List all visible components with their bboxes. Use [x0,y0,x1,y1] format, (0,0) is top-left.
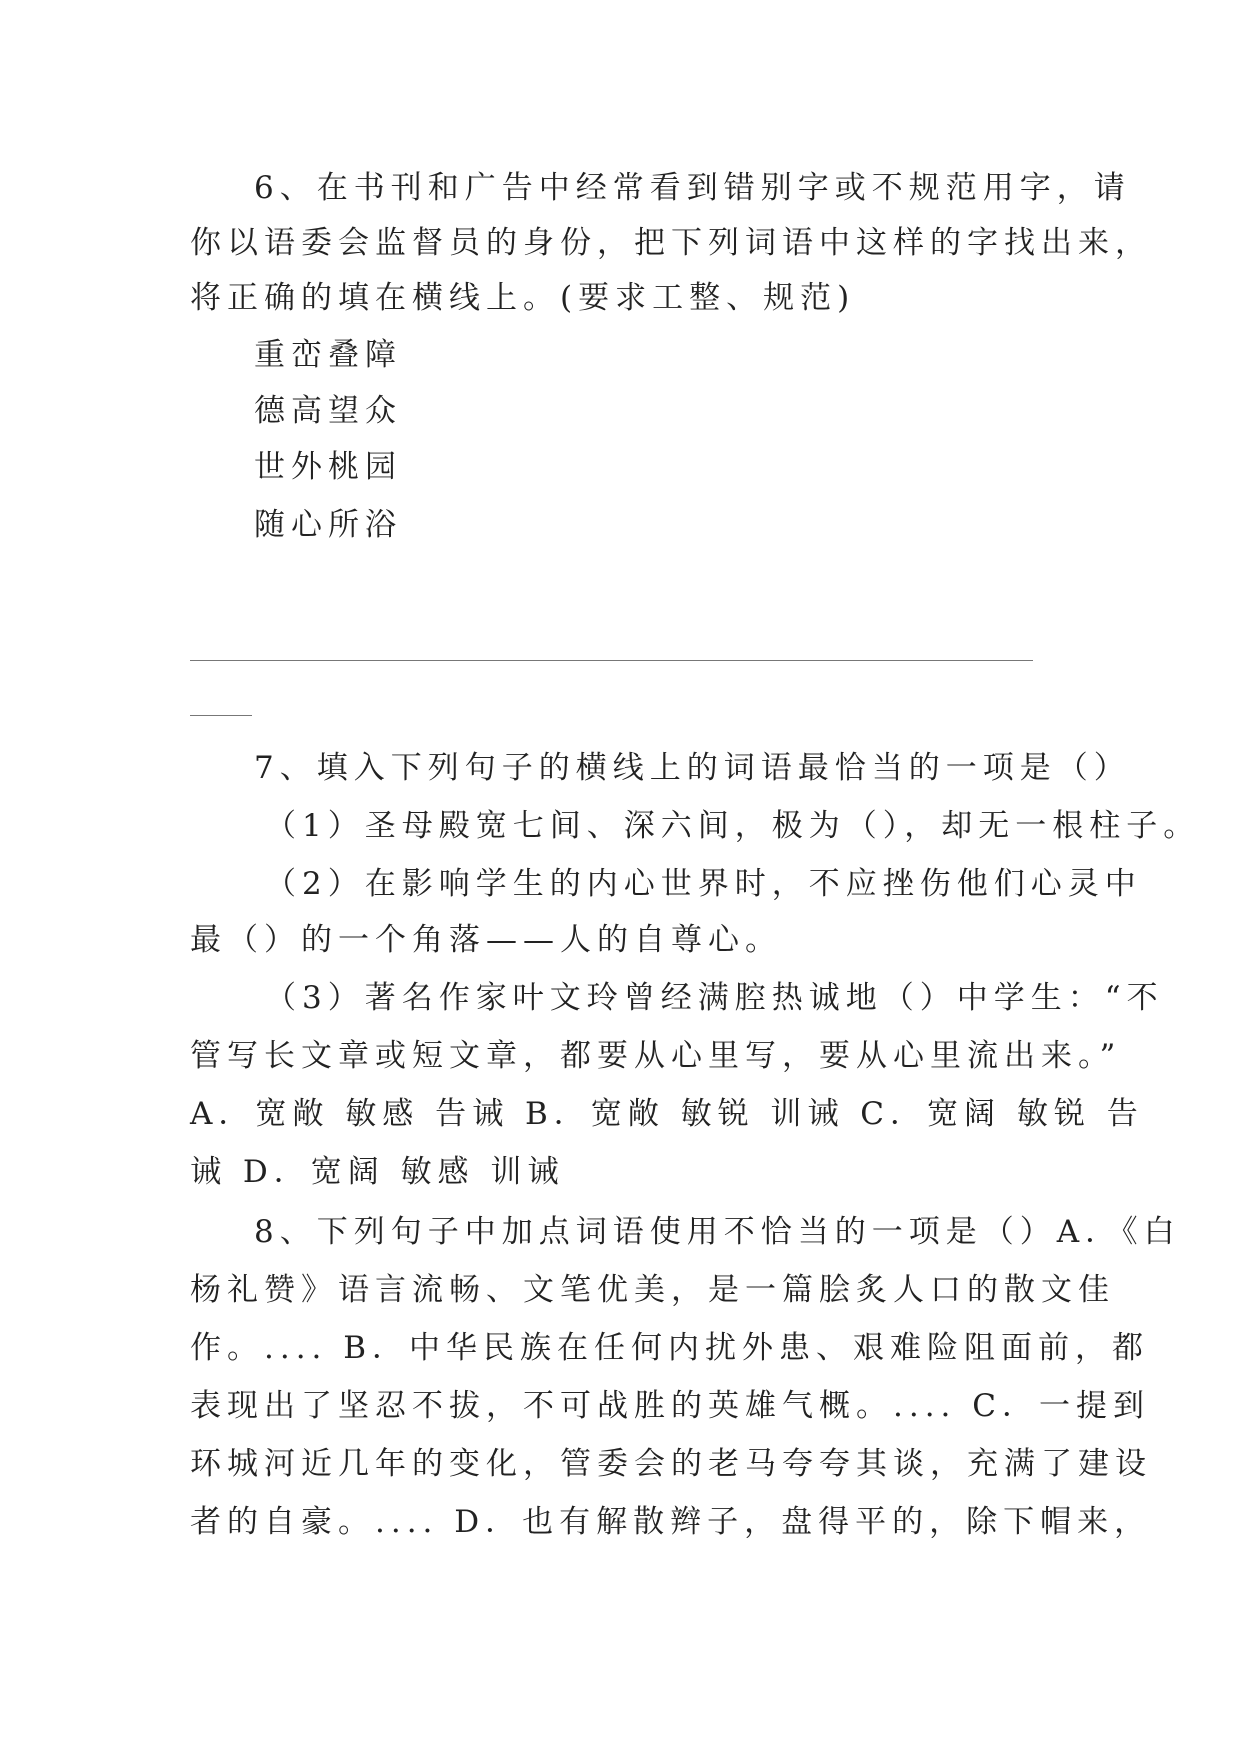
q6-item-1: 重峦叠障 [254,337,402,373]
q7-line-4: 最（）的一个角落——人的自尊心。 [190,922,782,958]
q7-options-line-2: 诫 D．宽阔 敏感 训诫 [190,1154,565,1190]
q8-line-5: 环城河近几年的变化，管委会的老马夸夸其谈，充满了建设 [190,1446,1152,1482]
q7-line-2: （1）圣母殿宽七间、深六间，极为（），却无一根柱子。 [265,808,1201,844]
q8-line-2: 杨礼赞》语言流畅、文笔优美，是一篇脍炙人口的散文佳 [190,1272,1115,1308]
q6-line-2: 你以语委会监督员的身份，把下列词语中这样的字找出来， [190,225,1152,261]
q6-line-3: 将正确的填在横线上。(要求工整、规范) [190,280,856,316]
q6-item-4: 随心所浴 [254,507,402,543]
q7-line-6: 管写长文章或短文章，都要从心里写，要从心里流出来。” [190,1038,1122,1074]
answer-blank-line-continued [190,715,252,716]
q8-line-6: 者的自豪。.... D．也有解散辫子，盘得平的，除下帽来， [190,1504,1152,1540]
q6-line-1: 6、在书刊和广告中经常看到错别字或不规范用字，请 [254,170,1131,206]
q6-item-3: 世外桃园 [254,449,402,485]
q6-item-2: 德高望众 [254,393,402,429]
q7-options-line-1: A．宽敞 敏感 告诫 B．宽敞 敏锐 训诫 C．宽阔 敏锐 告 [190,1096,1144,1132]
q7-line-5: （3）著名作家叶文玲曾经满腔热诚地（）中学生：“不 [265,980,1164,1016]
answer-blank-line [190,660,1033,661]
q8-line-1: 8、下列句子中加点词语使用不恰当的一项是（）A．《白 [254,1214,1181,1250]
q7-line-3: （2）在影响学生的内心世界时，不应挫伤他们心灵中 [265,866,1142,902]
q7-line-1: 7、填入下列句子的横线上的词语最恰当的一项是（） [254,750,1131,786]
q8-line-4: 表现出了坚忍不拔，不可战胜的英雄气概。.... C．一提到 [190,1388,1150,1424]
q8-line-3: 作。.... B．中华民族在任何内扰外患、艰难险阻面前，都 [190,1330,1150,1366]
